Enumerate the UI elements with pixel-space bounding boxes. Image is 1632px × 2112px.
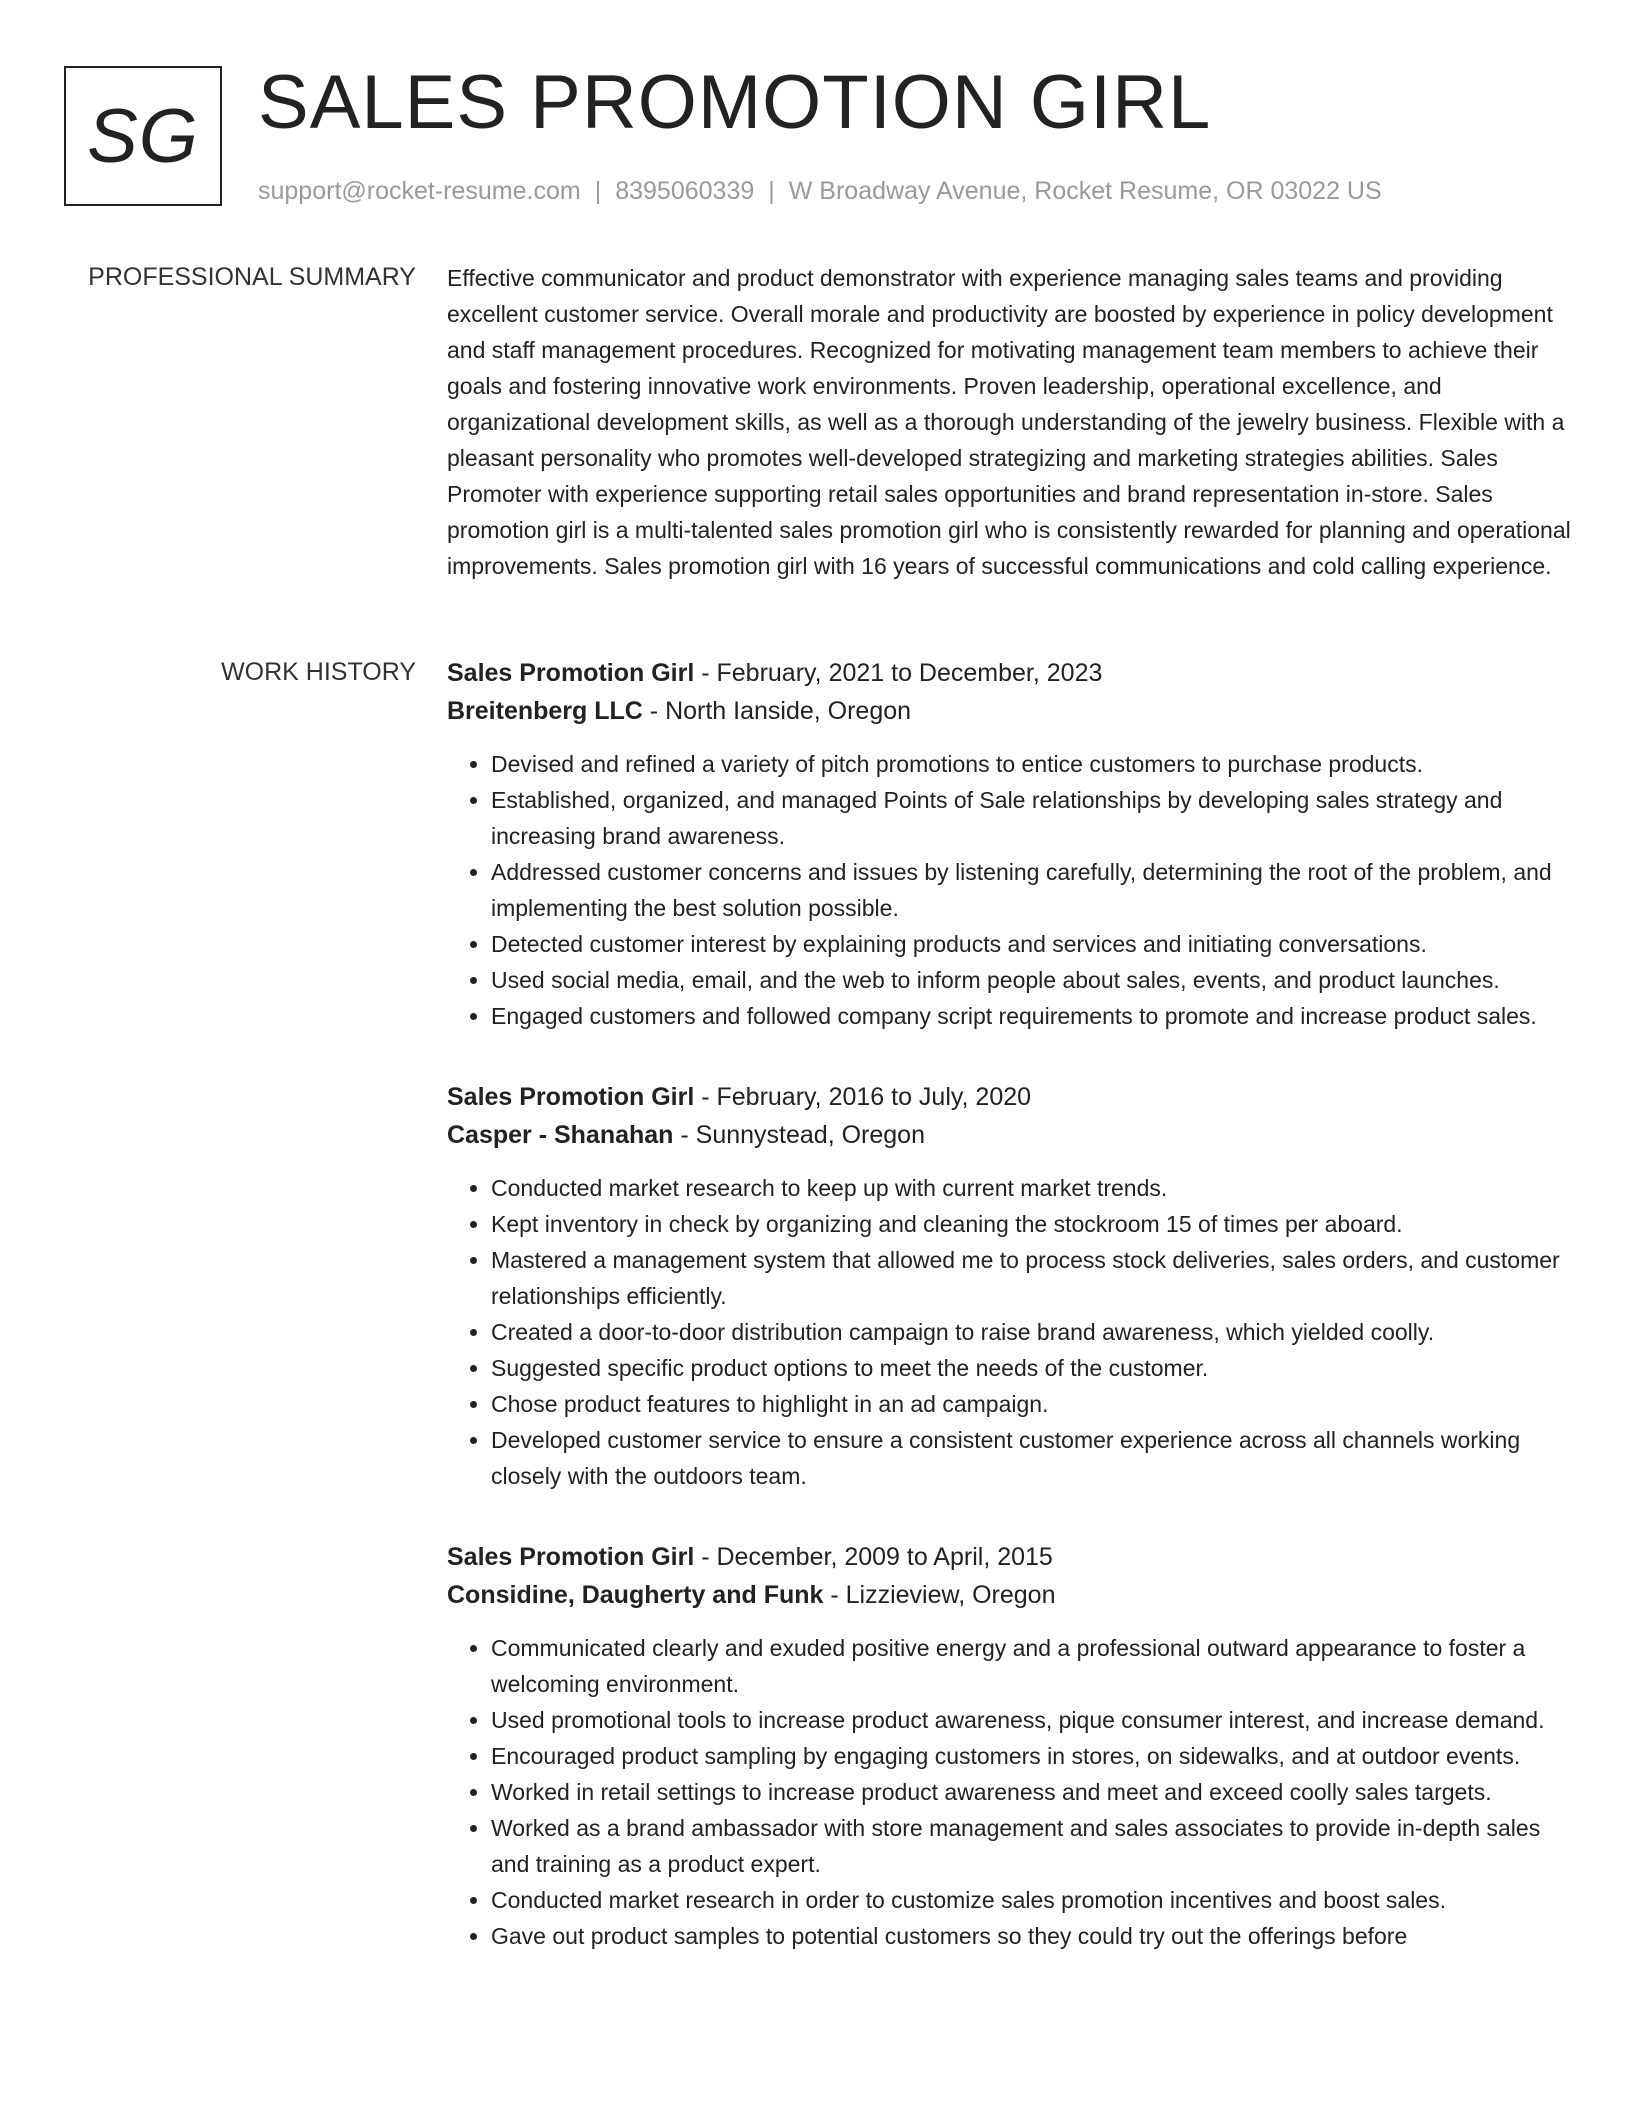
job-dash: -	[642, 697, 666, 725]
job-title-line	[447, 654, 1571, 692]
summary-text: Effective communicator and product demonstrator with experience managing sales teams and providing excellent customer service. Overall morale and productivity are boosted by experience in policy development and staff management procedures. Recognized for motivating management team members to achieve their goals and fostering innovative work environments. Proven leadership, operational excellence, and organizational development skills, as well as a thorough understanding of the jewelry business. Flexible with a pleasant personality who promotes well-developed strategizing and marketing strategies abilities. Sales Promoter with experience supporting retail sales opportunities and brand representation in-store. Sales promotion girl is a multi-talented sales promotion girl who is consistently rewarded for planning and operational improvements. Sales promotion girl with 16 years of successful communications and cold calling experience.	[447, 265, 1571, 579]
job-duties-list	[447, 1170, 1571, 1494]
list-item: • Mastered a management system that allowed me to process stock deliveries, sales orders, and customer relationships efficiently.	[491, 1242, 1571, 1314]
job-company: Casper - Shanahan	[447, 1121, 674, 1149]
contact-line	[258, 174, 1382, 208]
job-company: Breitenberg LLC	[447, 697, 643, 725]
list-item: • Established, organized, and managed Points of Sale relationships by developing sales strategy and increasing brand awareness.	[491, 782, 1571, 854]
list-item: • Worked in retail settings to increase product awareness and meet and exceed coolly sales targets.	[491, 1774, 1571, 1810]
contact-phone[interactable]: 8395060339	[615, 177, 755, 205]
job-location: Lizzieview, Oregon	[845, 1581, 1056, 1609]
job-title-line	[447, 1078, 1571, 1116]
work-history-section	[447, 654, 1571, 1998]
section-label-work-history: WORK HISTORY	[221, 658, 416, 686]
list-item: • Communicated clearly and exuded positive energy and a professional outward appearance to foster a welcoming environment.	[491, 1630, 1571, 1702]
monogram-badge: SG	[64, 66, 222, 206]
list-item: • Addressed customer concerns and issues by listening carefully, determining the root of the problem, and implementing the best solution possible.	[491, 854, 1571, 926]
job-title: Sales Promotion Girl	[447, 1083, 695, 1111]
list-item: • Conducted market research in order to customize sales promotion incentives and boost sales.	[491, 1882, 1571, 1918]
list-item: • Used social media, email, and the web to inform people about sales, events, and product launches.	[491, 962, 1571, 998]
contact-address: W Broadway Avenue, Rocket Resume, OR 03022 US	[788, 177, 1382, 205]
job-title: Sales Promotion Girl	[447, 659, 695, 687]
list-item: • Detected customer interest by explaining products and services and initiating conversations.	[491, 926, 1571, 962]
job-company-line	[447, 1576, 1571, 1614]
list-item: • Devised and refined a variety of pitch promotions to entice customers to purchase products.	[491, 746, 1571, 782]
list-item: • Used promotional tools to increase product awareness, pique consumer interest, and increase demand.	[491, 1702, 1571, 1738]
job-dash: -	[673, 1121, 696, 1149]
contact-separator: |	[594, 177, 602, 205]
job-title-line	[447, 1538, 1571, 1576]
section-label-summary: PROFESSIONAL SUMMARY	[88, 263, 416, 291]
job-location: Sunnystead, Oregon	[695, 1121, 925, 1149]
page-title: SALES PROMOTION GIRL	[258, 60, 1212, 145]
job-company-line	[447, 692, 1571, 730]
job-dates: February, 2021 to December, 2023	[716, 659, 1103, 687]
contact-email[interactable]: support@rocket-resume.com	[258, 177, 581, 205]
job-entry	[447, 1078, 1571, 1494]
list-item: • Chose product features to highlight in an ad campaign.	[491, 1386, 1571, 1422]
list-item: • Gave out product samples to potential customers so they could try out the offerings before	[491, 1918, 1571, 1954]
job-entry	[447, 1538, 1571, 1954]
list-item: • Suggested specific product options to meet the needs of the customer.	[491, 1350, 1571, 1386]
job-dash: -	[694, 1543, 717, 1571]
job-title: Sales Promotion Girl	[447, 1543, 695, 1571]
list-item: • Kept inventory in check by organizing and cleaning the stockroom 15 of times per aboard.	[491, 1206, 1571, 1242]
list-item: • Encouraged product sampling by engaging customers in stores, on sidewalks, and at outdoor events.	[491, 1738, 1571, 1774]
job-duties-list	[447, 746, 1571, 1034]
job-location: North Ianside, Oregon	[665, 697, 912, 725]
job-dates: February, 2016 to July, 2020	[716, 1083, 1032, 1111]
job-dates: December, 2009 to April, 2015	[716, 1543, 1053, 1571]
job-company-line	[447, 1116, 1571, 1154]
job-dash: -	[694, 659, 717, 687]
contact-separator: |	[768, 177, 775, 205]
job-duties-list	[447, 1630, 1571, 1954]
list-item: • Developed customer service to ensure a consistent customer experience across all channels working closely with the outdoors team.	[491, 1422, 1571, 1494]
job-entry	[447, 654, 1571, 1034]
job-dash: -	[694, 1083, 717, 1111]
list-item: • Created a door-to-door distribution campaign to raise brand awareness, which yielded coolly.	[491, 1314, 1571, 1350]
list-item: • Engaged customers and followed company script requirements to promote and increase product sales.	[491, 998, 1571, 1034]
list-item: • Conducted market research to keep up with current market trends.	[491, 1170, 1571, 1206]
job-company: Considine, Daugherty and Funk	[447, 1581, 824, 1609]
summary-section	[447, 260, 1571, 584]
job-dash: -	[823, 1581, 846, 1609]
list-item: • Worked as a brand ambassador with store management and sales associates to provide in-depth sales and training as a product expert.	[491, 1810, 1571, 1882]
